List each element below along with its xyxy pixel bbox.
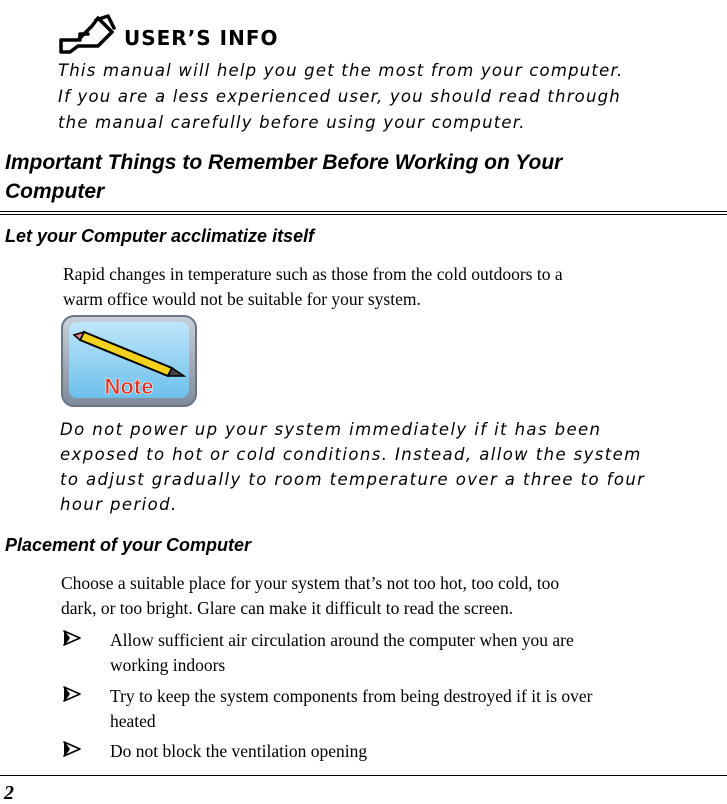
page-number: 2: [4, 782, 14, 804]
users-info-title: USER’S INFO: [124, 26, 279, 50]
section-heading-acclimatize: Let your Computer acclimatize itself: [5, 226, 315, 246]
paragraph-line: Choose a suitable place for your system that’s not too hot, too cold, too: [61, 573, 560, 593]
arrowhead-bullet-icon: [62, 739, 82, 759]
note-line: hour period.: [60, 495, 178, 514]
note-line: to adjust gradually to room temperature over a three to four: [60, 470, 646, 489]
main-heading: [5, 148, 705, 206]
note-label: Note: [104, 374, 154, 399]
arrowhead-bullet-icon: [62, 684, 82, 704]
note-line: Do not power up your system immediately if it has been: [60, 420, 602, 439]
note-text: [60, 417, 722, 517]
list-item: [62, 628, 722, 680]
placement-paragraph: [61, 571, 725, 621]
footer-divider: [0, 775, 727, 776]
paragraph-line: Rapid changes in temperature such as those from the cold outdoors to a: [63, 264, 563, 284]
intro-paragraph: [58, 58, 724, 136]
list-item: [62, 739, 722, 765]
main-heading-line: Important Things to Remember Before Working on Your: [5, 151, 563, 174]
list-item-text: working indoors: [110, 655, 226, 675]
note-line: exposed to hot or cold conditions. Instead, allow the system: [60, 445, 642, 464]
paragraph-line: warm office would not be suitable for your system.: [63, 289, 421, 309]
heading-divider: [0, 211, 727, 212]
paragraph-line: dark, or too bright. Glare can make it difficult to read the screen.: [61, 598, 514, 618]
acclimatize-paragraph: [63, 262, 726, 312]
list-item-text: Do not block the ventilation opening: [110, 741, 368, 761]
heading-divider: [0, 214, 727, 215]
main-heading-line: Computer: [5, 180, 105, 203]
hand-pointer-icon: [58, 10, 120, 56]
intro-line: This manual will help you get the most from your computer.: [58, 61, 624, 80]
users-info-logo: [58, 10, 290, 56]
list-item-text: Allow sufficient air circulation around the computer when you are: [110, 630, 574, 650]
section-heading-placement: Placement of your Computer: [5, 535, 252, 555]
list-item-text: Try to keep the system components from being destroyed if it is over: [110, 686, 593, 706]
list-item-text: heated: [110, 711, 156, 731]
list-item: [62, 684, 722, 736]
intro-line: If you are a less experienced user, you should read through: [58, 87, 621, 106]
note-icon: [60, 314, 198, 408]
arrowhead-bullet-icon: [62, 628, 82, 648]
intro-line: the manual carefully before using your computer.: [58, 113, 526, 132]
